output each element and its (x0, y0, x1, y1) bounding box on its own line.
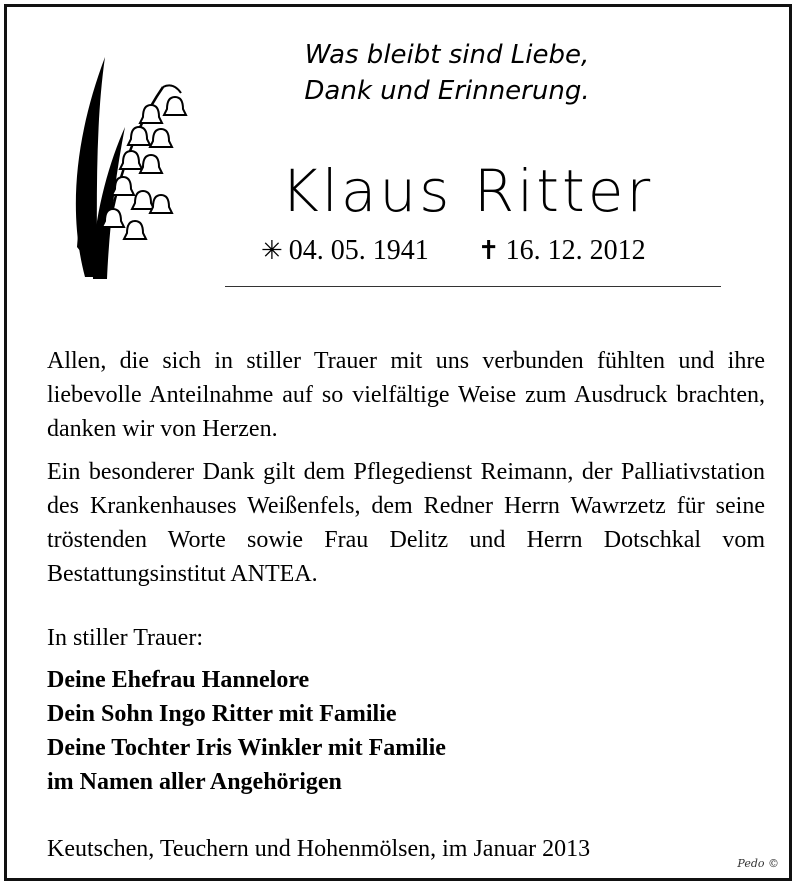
life-dates (261, 235, 701, 267)
birth-star-icon: ✳ (261, 236, 283, 265)
death-date: 16. 12. 2012 (505, 235, 646, 266)
signature: Pedo © (737, 857, 779, 870)
family-member: im Namen aller Angehörigen (47, 769, 342, 795)
thanks-paragraph: Allen, die sich in stiller Trauer mit uns verbunden fühlten und ihre liebevolle Anteilnahme auf so vielfältige Weise zum Ausdruck brachten, danken wir von Herzen. (47, 348, 765, 442)
divider (225, 286, 721, 287)
motto-line-2: Dank und Erinnerung. (304, 76, 590, 106)
mourning-label: In stiller Trauer: (47, 625, 203, 651)
birth-date: 04. 05. 1941 (288, 235, 429, 266)
place-and-date: Keutschen, Teuchern und Hohenmölsen, im Januar 2013 (47, 836, 591, 862)
death-date-group (478, 235, 646, 267)
lily-of-the-valley-icon (67, 47, 197, 287)
deceased-name: Klaus Ritter (280, 157, 654, 225)
motto (207, 37, 687, 109)
family-member: Deine Ehefrau Hannelore (47, 667, 310, 693)
motto-line-1: Was bleibt sind Liebe, (304, 40, 590, 70)
death-cross-icon: ✝ (477, 236, 500, 265)
birth-date-group (261, 235, 429, 267)
family-member: Dein Sohn Ingo Ritter mit Familie (47, 701, 397, 727)
obituary-card (4, 4, 792, 881)
family-member: Deine Tochter Iris Winkler mit Familie (47, 735, 446, 761)
family-list (47, 663, 765, 799)
special-thanks-paragraph: Ein besonderer Dank gilt dem Pflegedienst Reimann, der Palliativstation des Krankenhauses Weißenfels, dem Redner Herrn Wawrzetz für seine tröstenden Worte sowie Frau Delitz und Herrn Dotschkal vom Bestattungsinstitut ANTEA. (47, 459, 765, 587)
